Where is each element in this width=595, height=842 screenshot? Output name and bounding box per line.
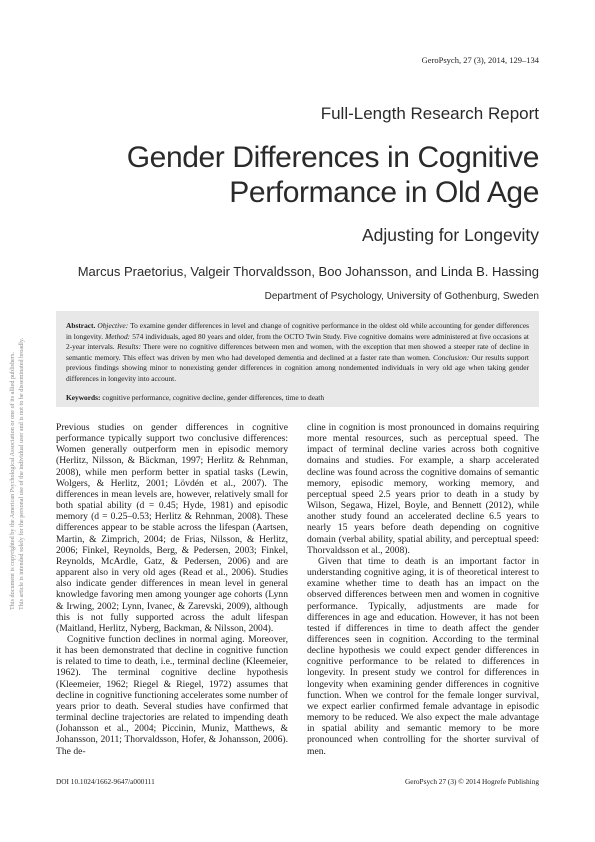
affiliation: Department of Psychology, University of Gothenburg, Sweden (264, 291, 539, 302)
conclusion-label: Conclusion: (433, 352, 470, 362)
abstract-box (56, 311, 539, 407)
abstract-conclusion: Our results support previous findings showing minor to nonexisting gender differences in cognition among nondemented individuals in very old age when taking gender differences in longevity into account. (66, 352, 529, 383)
footer-doi: DOI 10.1024/1662-9647/a000111 (56, 777, 155, 786)
paper-title: Gender Differences in Cognitive Performance in Old Age (126, 141, 539, 209)
abstract-method: 574 individuals, aged 80 years and older, from the OCTO Twin Study. Five cognitive domains were administered at five occasions at 2-year intervals. (66, 331, 529, 351)
body-paragraph: Given that time to death is an important factor in understanding cognitive aging, it is of theoretical interest to examine whether time to death has an impact on the observed differences between men and women in cognitive performance. Typically, adjustments are made for differences in age and education. However, it has not been tested if differences in time to death affect the gender differences seen in cognition. According to the terminal decline hypothesis we could expect gender differences in cognitive performance to be related to differences in longevity. In present study we control for differences in longevity when examining gender differences in cognitive function. When we control for the female longer survival, we expect earlier confirmed female advantage in episodic memory to be reduced. We also expect the male advantage in spatial ability and semantic memory to be more pronounced when controlling for the shorter survival of men. (307, 555, 539, 757)
body-paragraph: cline in cognition is most pronounced in domains requiring more mental resources, such as perceptual speed. The impact of terminal decline varies across both cognitive domains and studies. For example, a sharp accelerated decline was found across the cognitive domains of semantic memory, episodic memory, working memory, and perceptual speed 2.5 years prior to death in a study by Wilson, Segawa, Hizel, Boyle, and Bennett (2012), while another study found an accelerated decline 6.5 years to nearly 15 years before death depending on cognitive domain (verbal ability, spatial ability, and perceptual speed: Thorvaldsson et al., 2008). (307, 422, 539, 556)
side-notice-line-1: This document is copyrighted by the American Psychological Association or one of its allied publishers. (9, 352, 16, 610)
body-paragraph: Previous studies on gender differences in cognitive performance typically support two conclusive differences: Women generally outperform men in episodic memory (Herlitz, Nilsson, & Bäckman, 1997; Herlitz & Rehnman, 2008), while men perform better in spatial tasks (Lewin, Wolgers, & Herlitz, 2001; Lövdén et al., 2007). The differences in mean levels are, however, relatively small for both spatial ability (d = 0.45; Hyde, 1981) and episodic memory (d = 0.25–0.53; Herlitz & Rehnman, 2008). These differences appear to be stable across the lifespan (Aartsen, Martin, & Zimprich, 2004; de Frias, Nilsson, & Herlitz, 2006; Finkel, Reynolds, Berg, & Pedersen, 2003; Finkel, Reynolds, McArdle, Gatz, & Pedersen, 2006) and are apparent also in very old ages (Read et al., 2006). Studies also indicate gender differences in mean level in general knowledge favoring men among younger age cohorts (Lynn & Irwing, 2002; Lynn, Ivanec, & Zarevski, 2009), although this is not fully supported across the adult lifespan (Maitland, Herlitz, Nyberg, Backman, & Nilsson, 2004). (56, 422, 288, 634)
article-type: Full-Length Research Report (320, 104, 539, 123)
abstract-objective: To examine gender differences in level and change of cognitive performance in the oldest old while accounting for gender differences in longevity. (66, 321, 529, 341)
footer-copyright: GeroPsych 27 (3) © 2014 Hogrefe Publishing (404, 777, 539, 786)
keywords-text: cognitive performance, cognitive decline, gender differences, time to death (102, 393, 325, 402)
copyright-side-notice (4, 250, 34, 610)
keywords-label: Keywords: (66, 393, 101, 402)
method-label: Method: (105, 331, 131, 341)
abstract-label: Abstract. (66, 321, 96, 330)
abstract-results: There were no cognitive differences between men and women, with the exception that men showed a steeper rate of decline in semantic memory. This effect was driven by men who had developed dementia and declined at a faster rate than women. (66, 342, 529, 362)
results-label: Results: (117, 342, 141, 351)
keywords (66, 393, 529, 402)
paper-subtitle: Adjusting for Longevity (361, 225, 539, 245)
abstract-text (66, 321, 529, 384)
objective-label: Objective: (97, 321, 129, 330)
side-notice-line-2: This article is intended solely for the personal use of the individual user and is not to be disseminated broadly. (18, 337, 25, 610)
author-list: Marcus Praetorius, Valgeir Thorvaldsson, Boo Johansson, and Linda B. Hassing (77, 264, 539, 279)
body-column-left (56, 422, 288, 757)
journal-header: GeroPsych, 27 (3), 2014, 129–134 (421, 55, 539, 65)
body-column-right (307, 422, 539, 757)
body-paragraph: Cognitive function declines in normal aging. Moreover, it has been demonstrated that decline in cognitive function is related to time to death, i.e., terminal decline (Kleemeier, 1962). The terminal cognitive decline hypothesis (Kleemeier, 1962; Riegel & Riegel, 1972) assumes that decline in cognitive functioning accelerates some number of years prior to death. Several studies have confirmed that terminal decline trajectories are related to impending death (Johansson et al., 2004; Piccinin, Muniz, Matthews, & Johansson, 2011; Thorvaldsson, Hofer, & Johansson, 2006). The de- (56, 633, 288, 757)
